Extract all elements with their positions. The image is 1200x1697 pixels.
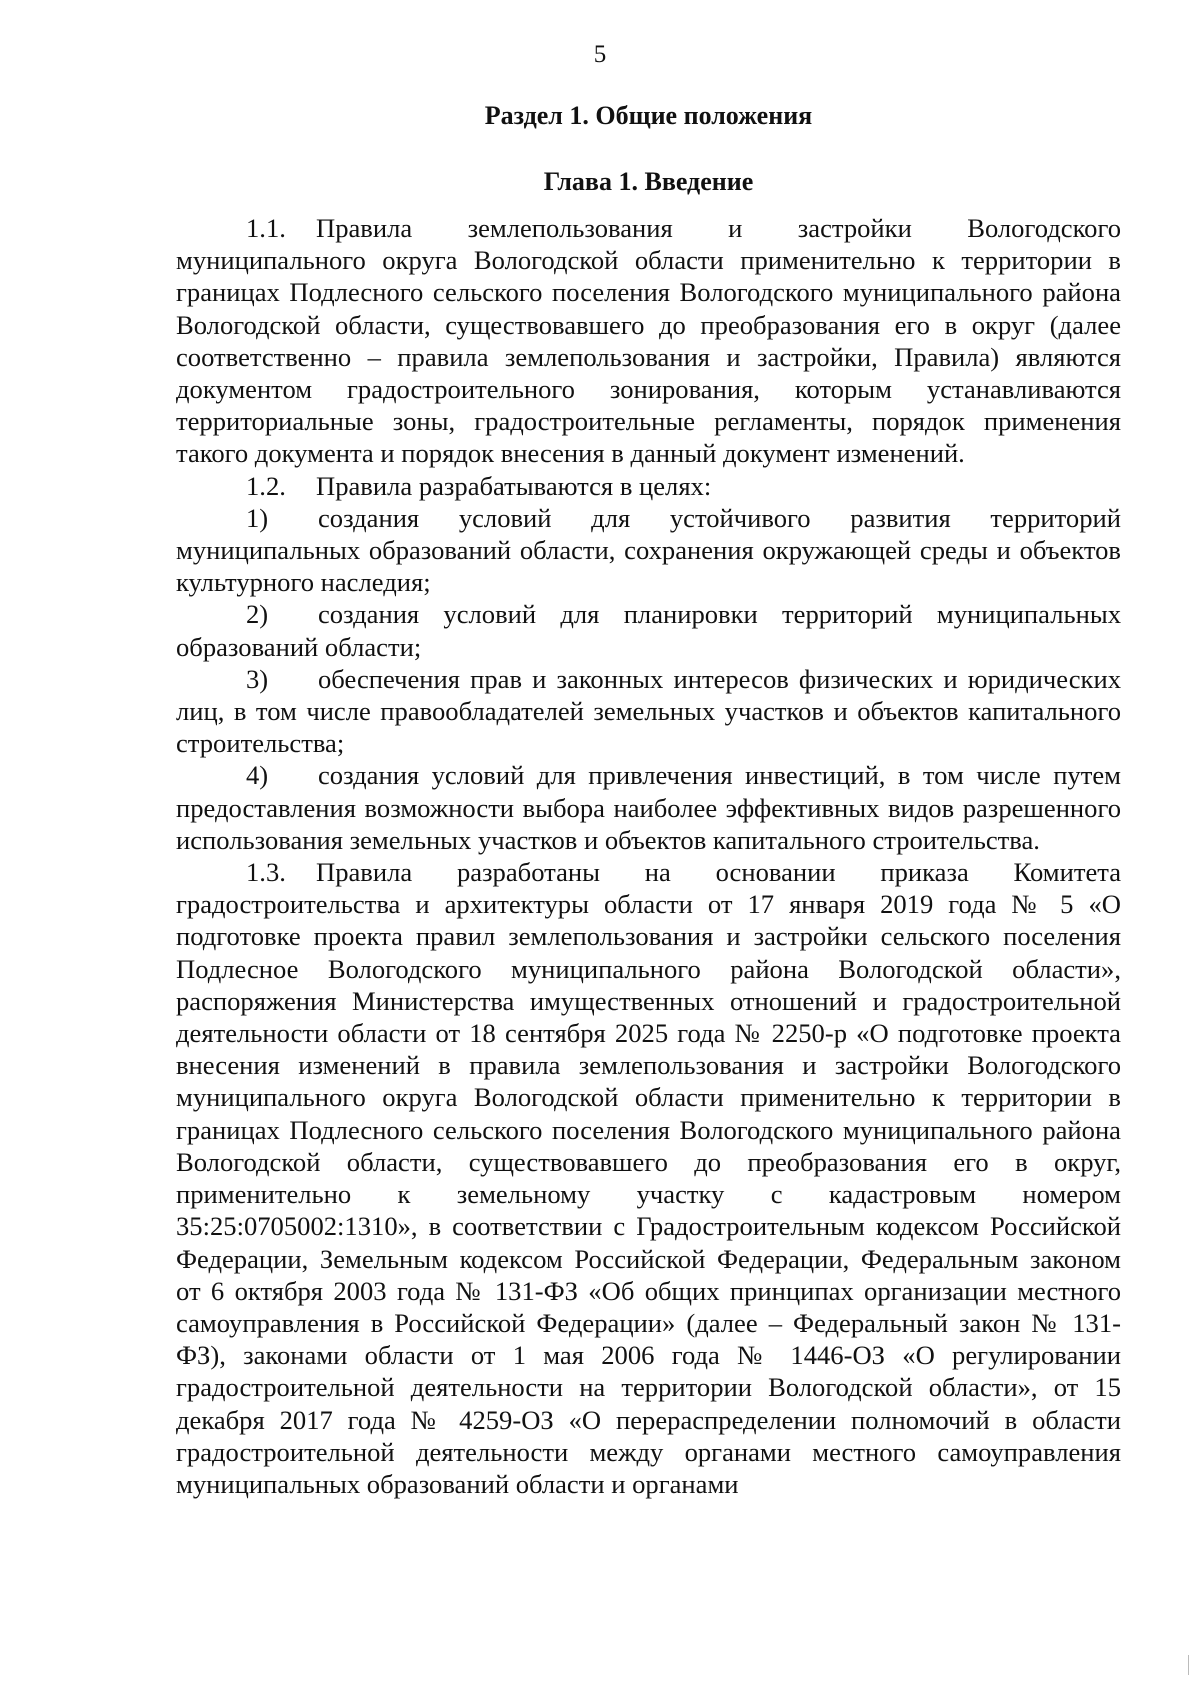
list-item-1 [176, 502, 1121, 599]
list-item-3 [176, 663, 1121, 760]
paragraph-1-2 [176, 470, 1121, 502]
paragraph-number: 1.3. [246, 857, 286, 888]
list-item-number: 4) [246, 760, 269, 791]
list-item-4 [176, 759, 1121, 856]
list-item-text: создания условий для привлечения инвестиций, в том числе путем предоставления возможности выбора наиболее эффективных видов разрешенного использования земельных участков и объектов капитального строительства. [176, 760, 1121, 855]
list-item-number: 3) [246, 663, 269, 694]
list-item-number: 1) [246, 502, 269, 533]
list-item-number: 2) [246, 599, 269, 630]
paragraph-number: 1.1. [246, 213, 286, 243]
document-body [176, 212, 1121, 1500]
paragraph-text: Правила землепользования и застройки Вологодского муниципального округа Вологодской области применительно к территории в границах Подлесного сельского поселения Вологодского муниципального района Вологодской области, существовавшего до преобразования его в округ (далее соответственно – правила землепользования и застройки, Правила) являются документом градостроительного зонирования, которым устанавливаются территориальные зоны, градостроительные регламенты, порядок применения такого документа и порядок внесения в данный документ изменений. [176, 213, 1121, 469]
list-item-text: обеспечения прав и законных интересов физических и юридических лиц, в том числе правообладателей земельных участков и объектов капитального строительства; [176, 663, 1121, 759]
paragraph-1-1 [176, 212, 1121, 470]
section-title: Раздел 1. Общие положения [484, 101, 813, 130]
paragraph-1-3 [176, 856, 1121, 1500]
chapter-title: Глава 1. Введение [543, 167, 754, 196]
page-number: 5 [593, 41, 607, 68]
list-item-text: создания условий для планировки территорий муниципальных образований области; [176, 599, 1121, 662]
scan-artifact-line [1188, 1655, 1189, 1675]
paragraph-number: 1.2. [246, 470, 286, 501]
paragraph-text: Правила разрабатываются в целях: [316, 470, 712, 501]
paragraph-text: Правила разработаны на основании приказа Комитета градостроительства и архитектуры области от 17 января 2019 года № 5 «О подготовке проекта правил землепользования и застройки сельского поселения Подлесное Вологодского муниципального района Вологодской области», распоряжения Министерства имущественных отношений и градостроительной деятельности области от 18 сентября 2025 года № 2250-р «О подготовке проекта внесения изменений в правила землепользования и застройки Вологодского муниципального округа Вологодской области применительно к территории в границах Подлесного сельского поселения Вологодского муниципального района Вологодской области, существовавшего до преобразования его в округ, применительно к земельному участку с кадастровым номером 35:25:0705002:1310», в соответствии с Градостроительным кодексом Российской Федерации, Земельным кодексом Российской Федерации, Федеральным законом от 6 октября 2003 года № 131-ФЗ «Об общих принципах организации местного самоуправления в Российской Федерации» (далее – Федеральный закон № 131-ФЗ), законами области от 1 мая 2006 года № 1446-ОЗ «О регулировании градостроительной деятельности на территории Вологодской области», от 15 декабря 2017 года № 4259-ОЗ «О перераспределении полномочий в области градостроительной деятельности между органами местного самоуправления муниципальных образований области и органами [176, 857, 1121, 1499]
list-item-2 [176, 598, 1121, 662]
list-item-text: создания условий для устойчивого развития территорий муниципальных образований области, сохранения окружающей среды и объектов культурного наследия; [176, 502, 1121, 598]
